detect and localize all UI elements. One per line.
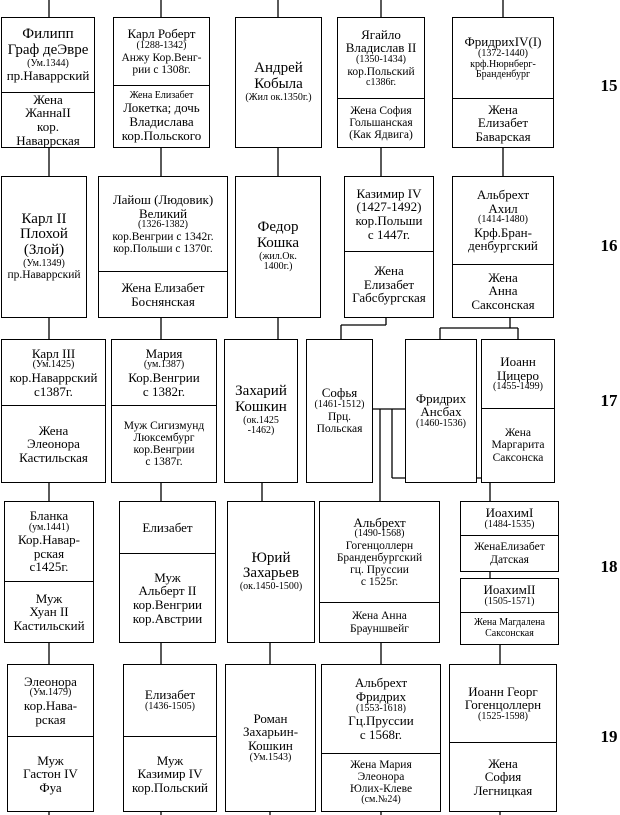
person-info: [338, 18, 424, 98]
text-line: с 1387г.: [145, 456, 183, 469]
text-line: Кошкин: [235, 399, 287, 415]
text-line: рская: [33, 545, 65, 561]
text-line: Елизабет: [477, 115, 529, 131]
text-line: Боснянская: [131, 293, 195, 309]
text-line: Елизабет: [363, 276, 415, 292]
person-box-ioann-cicero: [481, 339, 555, 483]
text-line: Кошкин: [248, 738, 293, 754]
person-info: [406, 340, 476, 481]
text-line: Филипп: [22, 26, 74, 43]
text-line: (1460-1536): [416, 417, 466, 429]
text-line: (1326-1382): [138, 219, 188, 231]
text-line: Муж Сигизмунд: [123, 419, 205, 432]
person-info: [461, 579, 558, 612]
person-info: [228, 502, 314, 641]
text-line: Муж: [156, 752, 184, 768]
text-line: пр.Наваррский: [6, 68, 90, 84]
person-info: [461, 502, 558, 535]
generation-number: 16: [600, 236, 618, 255]
person-info: [482, 340, 554, 408]
text-line: Муж: [154, 569, 181, 585]
text-line: крф.Нюрнберг-: [470, 58, 536, 70]
text-line: пр.Наваррский: [7, 269, 81, 282]
person-box-karl-robert: [113, 17, 210, 148]
text-line: Маргарита: [491, 439, 545, 452]
text-line: Саксонская: [471, 296, 535, 312]
text-line: Карл II: [21, 210, 67, 227]
text-line: (ок.1450-1500): [239, 581, 303, 592]
text-line: Бранденбург: [475, 69, 531, 81]
text-line: Иоанн: [500, 354, 536, 370]
person-info: [114, 18, 209, 85]
person-box-yagailo: [337, 17, 425, 148]
person-info: [112, 340, 216, 405]
text-line: (1436-1505): [145, 701, 195, 713]
person-info: [99, 177, 227, 271]
text-line: кор.Нава-: [23, 697, 78, 713]
person-box-albreht-ahil: [452, 176, 554, 318]
text-line: Жена: [38, 422, 69, 438]
text-line: (ум.1441): [28, 521, 70, 533]
person-box-fridrih-4: [452, 17, 554, 148]
person-info: [345, 177, 433, 251]
text-line: Карл III: [31, 345, 76, 361]
text-line: Бланка: [29, 507, 69, 523]
text-line: Жена Анна: [352, 610, 407, 623]
text-line: Фуа: [39, 779, 62, 795]
text-line: (жил.Ок.: [259, 250, 297, 262]
text-line: (1288-1342): [136, 40, 187, 51]
text-line: кор.Наваррский: [9, 369, 98, 385]
text-line: (Ум.1425): [32, 359, 75, 371]
text-line: Роман: [253, 710, 288, 726]
text-line: (1461-1512): [314, 399, 365, 410]
text-line: Ансбах: [420, 404, 462, 420]
person-box-karl-3: [1, 339, 106, 483]
text-line: Жена: [374, 263, 404, 279]
text-line: Муж: [35, 590, 63, 606]
text-line: (1490-1568): [354, 528, 405, 540]
person-box-yuriy: [227, 501, 315, 643]
person-box-albreht-hog: [319, 501, 440, 643]
text-line: кор.Польши с 1370г.: [113, 242, 213, 255]
text-line: (Ум.1479): [29, 687, 72, 699]
text-line: Элеонора: [27, 436, 80, 452]
spouse-info: [461, 612, 558, 644]
text-line: ИоахимII: [483, 582, 536, 598]
text-line: Ахил: [488, 200, 518, 216]
text-line: Гастон IV: [23, 766, 78, 782]
text-line: Прц.: [327, 410, 352, 423]
text-line: Анна: [488, 283, 518, 299]
text-line: Жена Мария: [350, 759, 412, 772]
spouse-info: [120, 553, 215, 642]
text-line: Юлих-Клеве: [349, 783, 413, 796]
text-line: с 1382г.: [142, 383, 186, 399]
text-line: (ок.1425: [243, 414, 279, 426]
text-line: с 1447г.: [367, 226, 411, 242]
text-line: Елизабет: [142, 519, 193, 535]
text-line: Гогенцоллерн: [464, 697, 542, 713]
text-line: с 1568г.: [359, 726, 403, 742]
person-info: [5, 502, 93, 581]
text-line: Владислава: [129, 113, 194, 129]
text-line: Владислав II: [345, 40, 417, 56]
spouse-info: [453, 98, 553, 147]
text-line: -1462): [247, 425, 275, 437]
text-line: с1387г.: [34, 383, 73, 399]
text-line: Люксембург: [133, 431, 195, 444]
text-line: Жена: [488, 269, 518, 285]
text-line: кор.Венгрии с 1342г.: [112, 230, 214, 243]
text-line: Ягайло: [361, 26, 401, 42]
text-line: Легницкая: [473, 782, 533, 798]
text-line: Казимир IV: [356, 185, 422, 201]
generation-number: 15: [600, 76, 618, 95]
spouse-info: [5, 581, 93, 642]
text-line: Жена: [488, 755, 518, 771]
person-box-andrey: [235, 17, 322, 148]
text-line: Жена София: [350, 104, 412, 117]
person-info: [225, 340, 297, 481]
generation-number: 19: [600, 727, 618, 746]
text-line: Саксонска: [492, 451, 544, 464]
text-line: кор.Польский: [347, 65, 415, 78]
spouse-info: [322, 753, 440, 811]
text-line: Юрий: [251, 549, 291, 566]
text-line: Фридрих: [355, 689, 407, 705]
text-line: с 1525г.: [360, 576, 399, 589]
text-line: Кобыла: [254, 75, 303, 92]
text-line: Гогенцоллерн: [345, 539, 414, 552]
text-line: (Злой): [23, 242, 65, 259]
person-info: [450, 665, 556, 742]
person-info: [320, 502, 439, 602]
person-info: [2, 177, 86, 316]
text-line: (1372-1440): [478, 48, 528, 60]
text-line: кор.Польский: [131, 779, 209, 795]
text-line: Гц.Пруссии: [348, 713, 414, 729]
person-info: [453, 18, 553, 98]
text-line: Хуан II: [29, 604, 69, 620]
text-line: Гольшанская: [349, 116, 413, 129]
text-line: Жена Магдалена: [474, 617, 545, 628]
spouse-info: [2, 405, 105, 482]
text-line: Саксонская: [485, 627, 534, 639]
text-line: с1425г.: [29, 559, 69, 575]
text-line: Альбрехт: [354, 675, 408, 691]
text-line: Граф деЭвре: [7, 41, 89, 58]
text-line: (1455-1499): [493, 381, 543, 393]
person-box-albreht-fridrih: [321, 664, 441, 812]
text-line: Баварская: [475, 128, 531, 144]
text-line: София: [484, 769, 522, 785]
text-line: кор.Польского: [121, 127, 202, 143]
text-line: кор.Венгрии: [132, 597, 203, 612]
person-box-blanka: [4, 501, 94, 643]
text-line: Софья: [321, 385, 358, 401]
text-line: гц. Пруссии: [350, 564, 409, 577]
text-line: Кор.Венгрии: [128, 369, 200, 385]
text-line: Елизабет: [144, 687, 196, 703]
text-line: (Ум.1344): [27, 57, 69, 69]
person-box-filipp: [1, 17, 95, 148]
person-box-ioahim-1: [460, 501, 559, 572]
spouse-info: [450, 742, 556, 811]
text-line: Федор: [257, 219, 299, 236]
text-line: Плохой: [20, 226, 68, 243]
person-info: [226, 665, 315, 810]
text-line: Кор.Навар-: [18, 532, 80, 548]
text-line: Иоанн Георг: [468, 683, 538, 699]
person-info: [236, 18, 321, 146]
text-line: Карл Роберт: [127, 26, 196, 42]
person-box-fridrih-ansbah: [405, 339, 477, 483]
spouse-info: [8, 736, 93, 811]
person-box-elizabet-2: [123, 664, 217, 812]
spouse-info: [338, 98, 424, 147]
person-box-ioahim-2: [460, 578, 559, 645]
text-line: Альбрехт: [476, 186, 530, 202]
text-line: (1553-1618): [356, 702, 406, 714]
generation-number: 17: [600, 391, 618, 410]
person-info: [307, 340, 372, 481]
person-info: [8, 665, 93, 736]
text-line: Элеонора: [357, 771, 405, 784]
spouse-info: [114, 85, 209, 147]
text-line: Захарьев: [242, 565, 300, 582]
text-line: Альберт II: [138, 583, 197, 599]
text-line: рская: [35, 711, 66, 727]
text-line: с1386г.: [366, 76, 396, 88]
text-line: Великий: [138, 205, 188, 221]
text-line: Крф.Бран-: [474, 224, 532, 240]
text-line: Габсбургская: [352, 290, 426, 306]
text-line: 1400г.): [263, 261, 293, 273]
person-info: [124, 665, 216, 736]
text-line: Брауншвейг: [350, 622, 409, 635]
text-line: кор.Австрии: [132, 610, 203, 626]
text-line: кор.: [37, 119, 59, 134]
person-box-fedor: [235, 176, 321, 318]
text-line: (1505-1571): [484, 596, 535, 608]
person-box-ioann-georg: [449, 664, 557, 812]
person-box-roman: [225, 664, 316, 812]
person-info: [236, 177, 320, 316]
spouse-info: [124, 736, 216, 811]
text-line: Кастильская: [19, 449, 88, 465]
text-line: (Жил ок.1350г.): [245, 91, 312, 103]
text-line: (1350-1434): [356, 54, 406, 66]
text-line: Лайош (Людовик): [112, 192, 214, 208]
text-line: кор.Венгрии: [133, 444, 195, 456]
text-line: Кошка: [256, 235, 300, 251]
text-line: Андрей: [254, 60, 303, 76]
text-line: Польская: [316, 422, 363, 435]
text-line: Альбрехт: [353, 514, 406, 530]
text-line: Жена Елизабет: [129, 89, 194, 101]
text-line: Анжу Кор.Венг-: [121, 51, 202, 64]
person-box-laiosh: [98, 176, 228, 318]
generation-number: 18: [600, 557, 618, 576]
text-line: Цицеро: [496, 367, 540, 383]
person-box-kazimir-4: [344, 176, 434, 318]
text-line: Элеонора: [24, 673, 77, 689]
text-line: (см.№24): [361, 794, 401, 806]
text-line: (Ум.1349): [23, 257, 65, 269]
text-line: ЖаннаII: [25, 105, 71, 121]
person-info: [322, 665, 440, 753]
text-line: (1484-1535): [484, 519, 535, 531]
text-line: Наваррская: [16, 132, 80, 147]
text-line: (1525-1598): [478, 710, 528, 722]
person-box-sofya: [306, 339, 373, 483]
person-box-eleonora: [7, 664, 94, 812]
spouse-info: [2, 92, 94, 147]
text-line: Бранденбургский: [336, 552, 423, 564]
text-line: рии с 1308г.: [132, 63, 191, 76]
person-info: [453, 177, 553, 264]
text-line: Захарьин-: [242, 724, 299, 740]
person-info: [2, 340, 105, 405]
spouse-info: [320, 602, 439, 642]
spouse-info: [99, 271, 227, 317]
person-info: [120, 502, 215, 553]
text-line: ИоахимI: [485, 505, 534, 521]
text-line: (1414-1480): [478, 214, 528, 226]
text-line: Муж: [37, 752, 64, 768]
text-line: Мария: [145, 345, 183, 361]
text-line: Жена: [33, 92, 63, 107]
text-line: Захарий: [235, 383, 287, 400]
text-line: Жена: [504, 427, 532, 440]
spouse-info: [112, 405, 216, 482]
text-line: ЖенаЕлизабет: [474, 541, 545, 554]
text-line: (Как Ядвига): [349, 129, 413, 142]
person-box-maria: [111, 339, 217, 483]
spouse-info: [482, 408, 554, 482]
person-box-elizabet-1: [119, 501, 216, 643]
text-line: Жена Елизабет: [121, 279, 205, 295]
text-line: Датская: [490, 553, 529, 566]
text-line: Кастильский: [13, 617, 85, 633]
text-line: денбургский: [468, 238, 538, 254]
spouse-info: [453, 264, 553, 317]
person-box-karl-2: [1, 176, 87, 318]
text-line: Локетка; дочь: [123, 100, 200, 116]
spouse-info: [345, 251, 433, 317]
text-line: Фридрих: [415, 390, 467, 406]
text-line: (ум.1387): [143, 359, 185, 371]
text-line: кор.Польши: [355, 213, 423, 228]
text-line: Жена: [488, 101, 518, 117]
text-line: ФридрихIV(I): [464, 34, 542, 50]
text-line: (1427-1492): [356, 199, 422, 215]
spouse-info: [461, 535, 558, 571]
person-box-zahariy: [224, 339, 298, 483]
person-info: [2, 18, 94, 92]
text-line: Казимир IV: [137, 766, 203, 782]
text-line: (Ум.1543): [249, 751, 292, 763]
